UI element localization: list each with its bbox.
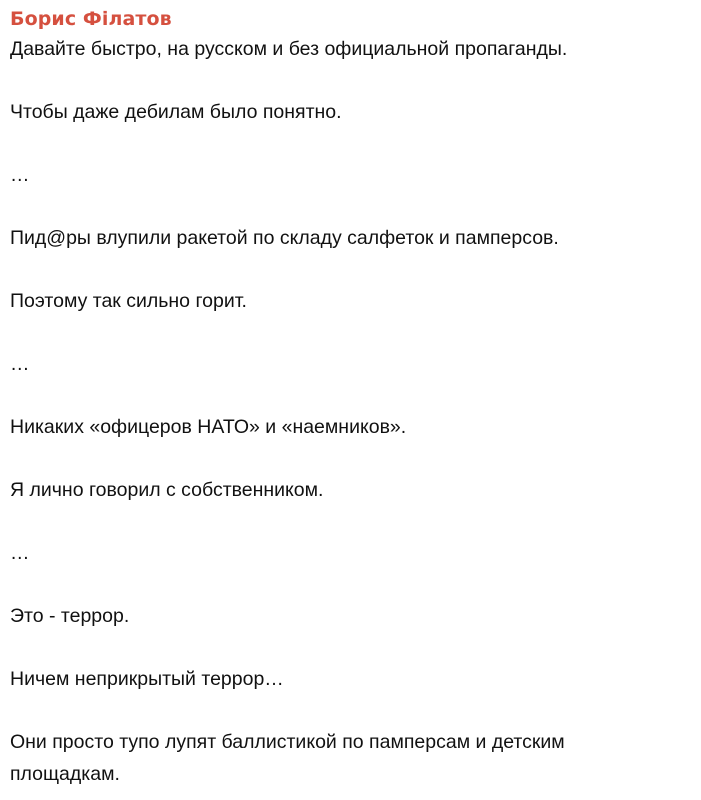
line-gap [10, 192, 694, 224]
message-line: … [10, 164, 30, 186]
line-gap [10, 318, 694, 350]
line-gap [10, 570, 694, 602]
line-gap [10, 633, 694, 665]
message-line: Пид@ры влупили ракетой по складу салфеток и памперсов. [10, 227, 559, 249]
message-text [10, 34, 694, 790]
line-gap [10, 66, 694, 98]
line-gap [10, 507, 694, 539]
message-author-name[interactable]: Борис Філатов [10, 8, 172, 30]
message-line: Они просто тупо лупят баллистикой по памперсам и детским [10, 731, 565, 753]
message-line: площадкам. [10, 762, 120, 785]
line-gap [10, 129, 694, 161]
line-gap [10, 696, 694, 728]
message-line: … [10, 542, 30, 564]
line-gap [10, 255, 694, 287]
message-line: Давайте быстро, на русском и без официальной пропаганды. [10, 38, 568, 60]
message-line: Ничем неприкрытый террор… [10, 668, 284, 690]
message-line: Я лично говорил с собственником. [10, 479, 324, 501]
message-line: Чтобы даже дебилам было понятно. [10, 101, 342, 123]
line-gap [10, 444, 694, 476]
message-line: Никаких «офицеров НАТО» и «наемников». [10, 416, 407, 438]
message-line: … [10, 353, 30, 375]
message-line: Поэтому так сильно горит. [10, 290, 247, 312]
line-gap [10, 381, 694, 413]
message-bubble [10, 6, 694, 790]
message-line: Это - террор. [10, 605, 130, 627]
